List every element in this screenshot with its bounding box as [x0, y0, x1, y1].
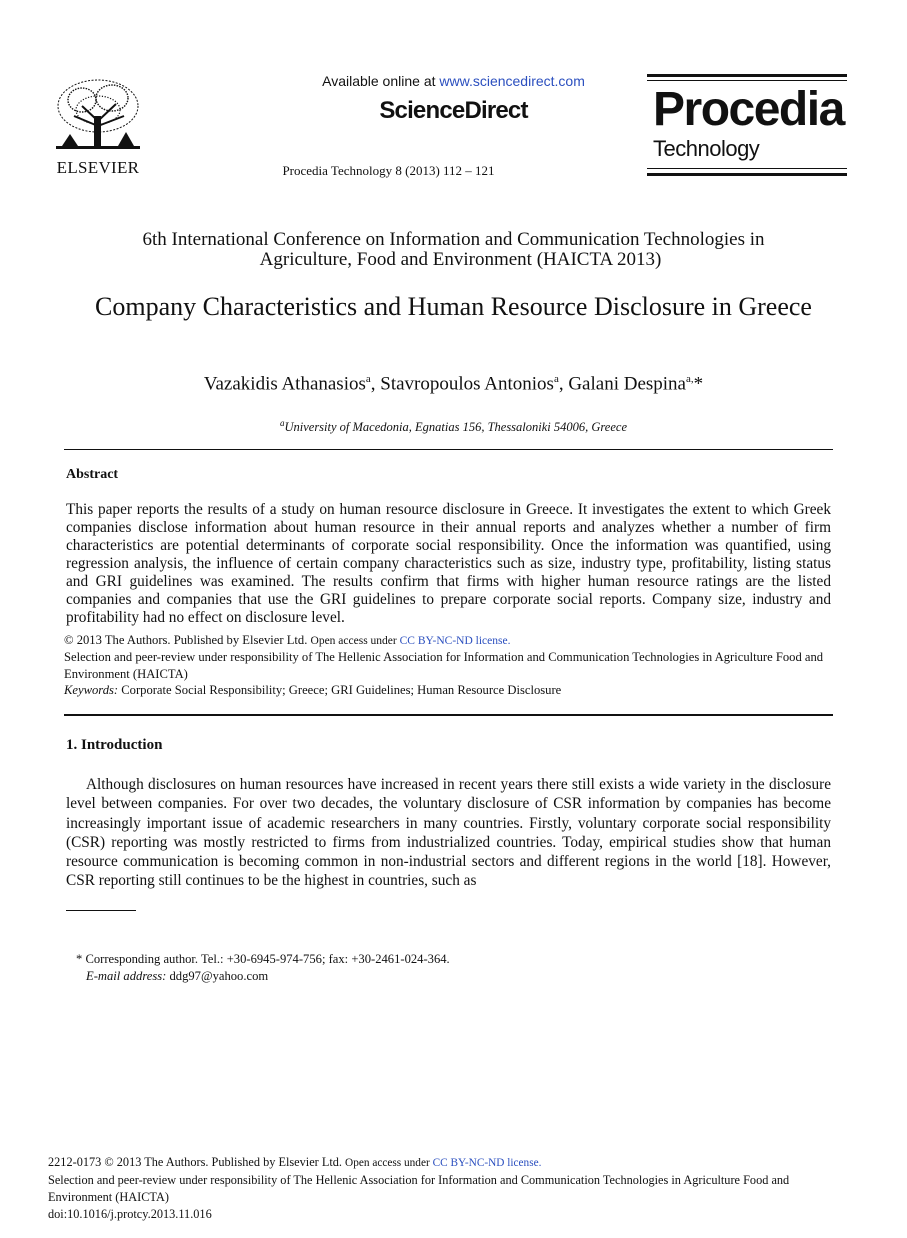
footnote-divider — [66, 910, 136, 911]
email-address: ddg97@yahoo.com — [166, 969, 269, 983]
section-heading: 1. Introduction — [66, 737, 163, 753]
journal-brand-logo — [647, 74, 847, 176]
footer-peer-review: Selection and peer-review under responsibility of The Hellenic Association for Information and Communication Technologies in Agriculture Food and Environment (HAICTA) — [48, 1173, 790, 1204]
author-list — [0, 373, 907, 395]
author-affiliation-mark: a — [365, 373, 371, 385]
email-note — [86, 969, 268, 984]
conference-name — [0, 230, 907, 270]
copyright-line — [64, 632, 510, 650]
brand-rule-bottom-thin — [647, 168, 847, 169]
abstract-text: This paper reports the results of a study on human resource disclosure in Greece. It investigates the extent to which Greek companies disclose information about human resource in their annual reports and analyzes whether a number of firm characteristics are potential determinants of corporate social responsibility. Once the information was quantified, using regression analysis, the influence of certain company characteristics such as size, industry type, profitability, listing status and GRI guidelines was examined. The results confirm that firms with higher human resource ratings are the listed companies and companies that use the GRI guidelines to prepare corporate social reports. Company size, industry and profitability had no effect on disclosure level. — [66, 501, 831, 626]
author-name: Vazakidis Athanasios — [203, 373, 366, 395]
issn-text: 2212-0173 © 2013 The Authors. Published by Elsevier Ltd. — [48, 1155, 346, 1169]
affiliation — [0, 418, 907, 435]
divider — [64, 714, 833, 716]
keywords-label: Keywords: — [64, 683, 119, 697]
affiliation-mark: a — [279, 418, 285, 428]
brand-rule-top-thin — [647, 80, 847, 81]
brand-rule-top — [647, 74, 847, 77]
license-link[interactable]: CC BY-NC-ND license. — [432, 1157, 542, 1169]
sciencedirect-link[interactable]: www.sciencedirect.com — [439, 73, 585, 89]
peer-review-note: Selection and peer-review under responsibility of The Hellenic Association for Information and Communication Technologies in Agriculture Food and Environment (HAICTA) — [64, 650, 824, 681]
publisher-logo-text: ELSEVIER — [56, 158, 140, 177]
issn-line — [48, 1154, 828, 1172]
author-affiliation-mark: a — [553, 373, 559, 385]
divider — [64, 449, 833, 450]
author-affiliation-mark: a, — [685, 373, 694, 385]
affiliation-text: University of Macedonia, Egnatias 156, Thessaloniki 54006, Greece — [284, 420, 628, 435]
email-label: E-mail address: — [86, 969, 167, 983]
journal-brand: Procedia — [653, 83, 844, 136]
brand-rule-bottom — [647, 173, 847, 176]
keywords-list: Corporate Social Responsibility; Greece; GRI Guidelines; Human Resource Disclosure — [118, 683, 562, 697]
platform-name: ScienceDirect — [379, 97, 528, 124]
author-separator: , — [370, 373, 381, 395]
corresponding-author-note: * Corresponding author. Tel.: +30-6945-974-756; fax: +30-2461-024-364. — [76, 952, 450, 966]
section-text: Although disclosures on human resources have increased in recent years there still exists a wide variety in the disclosure level between companies. For over two decades, the voluntary disclosure of CSR information by companies has become increasingly important issue of academic researchers in many countries. Firstly, voluntary corporate social responsibility (CSR) reporting was mostly restricted to firms from industrialized countries. Today, empirical studies show that human resource communication is becoming common in non-industrial sectors and different regions in the world [18]. However, CSR reporting still continues to be the highest in countries, such as — [66, 776, 831, 890]
author-name: Stavropoulos Antonios — [380, 373, 554, 395]
author-name: Galani Despina — [568, 373, 686, 395]
keywords-line — [64, 682, 561, 699]
open-access-text: Open access under — [345, 1157, 433, 1169]
paper-title: Company Characteristics and Human Resource Disclosure in Greece — [95, 292, 812, 321]
doi[interactable]: doi:10.1016/j.protcy.2013.11.016 — [48, 1207, 212, 1221]
copyright-text: © 2013 The Authors. Published by Elsevier Ltd. — [64, 633, 311, 647]
journal-reference: Procedia Technology 8 (2013) 112 – 121 — [282, 163, 495, 178]
license-link[interactable]: CC BY-NC-ND license. — [399, 635, 511, 647]
conference-line-1: 6th International Conference on Information and Communication Technologies in — [142, 229, 765, 250]
conference-line-2: Agriculture, Food and Environment (HAICTA 2013) — [259, 249, 662, 270]
journal-brand-sub: Technology — [653, 136, 760, 161]
corresponding-author-mark: * — [693, 373, 704, 395]
abstract-heading: Abstract — [66, 467, 119, 482]
open-access-text: Open access under — [310, 635, 400, 647]
available-prefix: Available online at — [322, 73, 440, 89]
author-separator: , — [558, 373, 569, 395]
article-footer — [48, 1154, 828, 1223]
